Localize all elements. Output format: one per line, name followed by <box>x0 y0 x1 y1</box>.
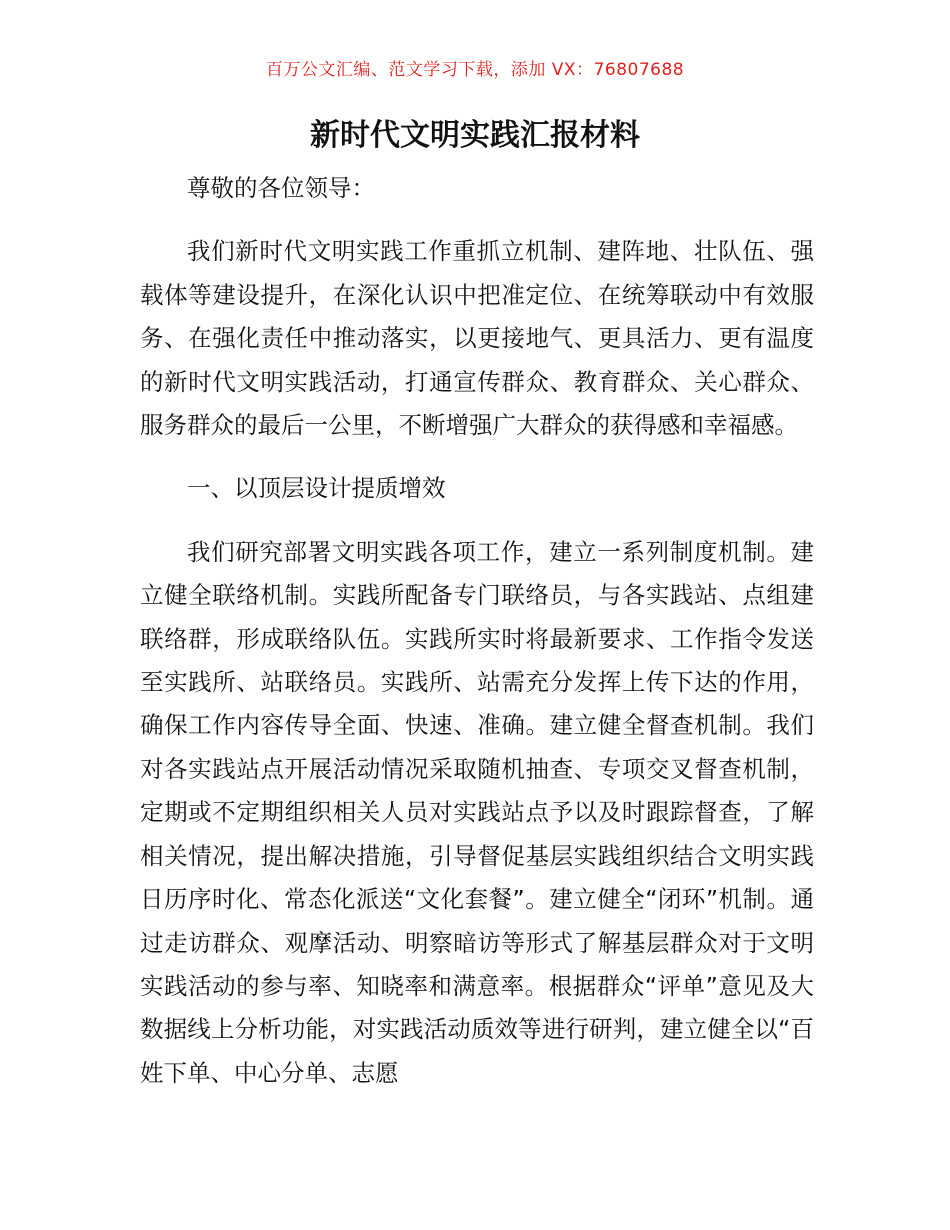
document-body <box>140 167 814 1095</box>
section-heading: 一、以顶层设计提质增效 <box>187 474 446 503</box>
document-title: 新时代文明实践汇报材料 <box>310 118 640 153</box>
header-watermark-note: 百万公文汇编、范文学习下载，添加 VX：76807688 <box>265 60 685 80</box>
intro-paragraph: 我们新时代文明实践工作重抓立机制、建阵地、壮队伍、强载体等建设提升，在深化认识中把准定位、在统筹联动中有效服务、在强化责任中推动落实，以更接地气、更具活力、更有温度的新时代文明实践活动，打通宣传群众、教育群众、关心群众、服务群众的最后一公里，不断增强广大群众的获得感和幸福感。 <box>140 237 814 440</box>
body-paragraph: 我们研究部署文明实践各项工作，建立一系列制度机制。建立健全联络机制。实践所配备专门联络员，与各实践站、点组建联络群，形成联络队伍。实践所实时将最新要求、工作指令发送至实践所、站联络员。实践所、站需充分发挥上传下达的作用，确保工作内容传导全面、快速、准确。建立健全督查机制。我们对各实践站点开展活动情况采取随机抽查、专项交叉督查机制，定期或不定期组织相关人员对实践站点予以及时跟踪督查，了解相关情况，提出解决措施，引导督促基层实践组织结合文明实践日历序时化、常态化派送“文化套餐”。建立健全“闭环”机制。通过走访群众、观摩活动、明察暗访等形式了解基层群众对于文明实践活动的参与率、知晓率和满意率。根据群众“评单”意见及大数据线上分析功能，对实践活动质效等进行研判，建立健全以“百姓下单、中心分单、志愿 <box>140 537 814 1087</box>
salutation: 尊敬的各位领导： <box>187 174 375 202</box>
